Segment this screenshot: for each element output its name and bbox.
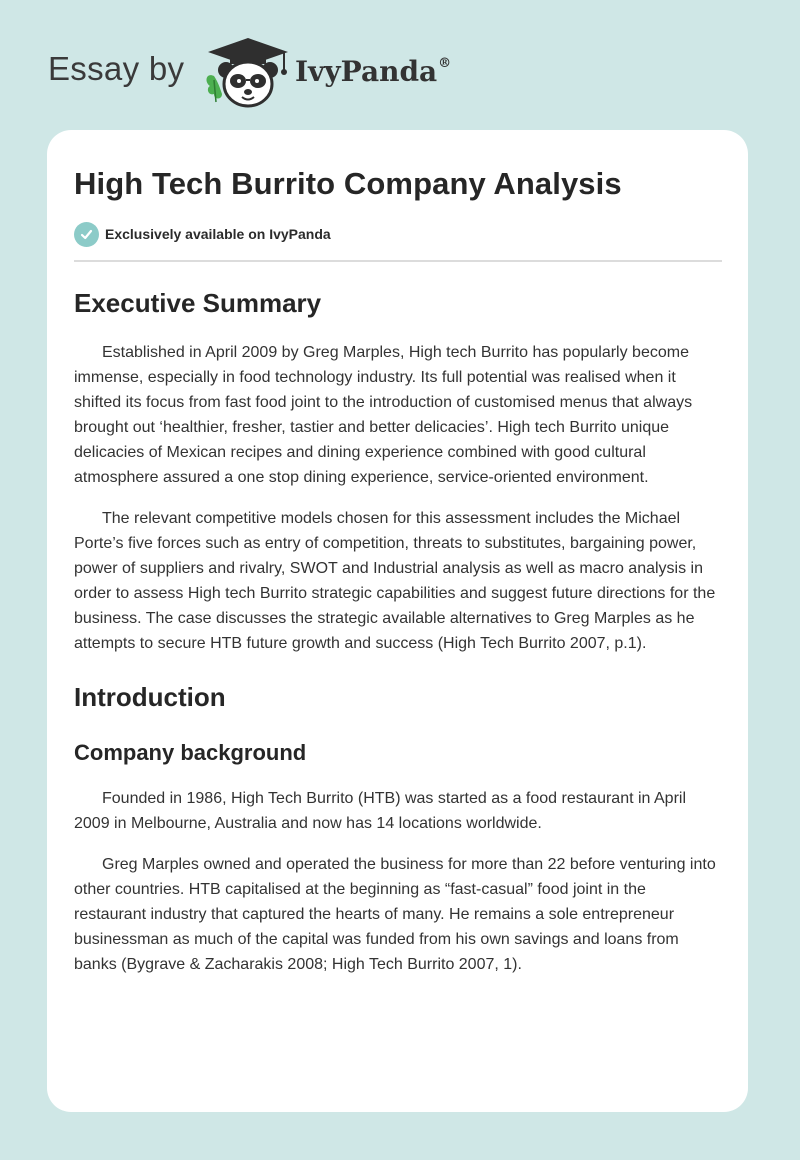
- title-divider: [74, 260, 722, 262]
- registered-mark: ®: [438, 56, 452, 71]
- article-card: [47, 130, 748, 1112]
- exclusive-badge: [74, 221, 722, 247]
- site-header: [0, 0, 800, 130]
- exclusive-badge-text: Exclusively available on IvyPanda: [105, 226, 331, 242]
- brand-name[interactable]: [295, 55, 451, 88]
- brand-text: IvyPanda: [295, 55, 438, 88]
- article-title: High Tech Burrito Company Analysis: [74, 166, 622, 201]
- essay-by-label: Essay by: [48, 50, 185, 87]
- paragraph: Greg Marples owned and operated the business for more than 22 before venturing into other countries. HTB capitalised at the beginning as “fast-casual” food joint in the restaurant industry that captured the hearts of many. He remains a sole entrepreneur businessman as much of the capital was funded from his own savings and loans from banks (Bygrave & Zacharakis 2008; High Tech Burrito 2007, 1).: [74, 856, 716, 973]
- paragraph: Founded in 1986, High Tech Burrito (HTB) was started as a food restaurant in April 2009 in Melbourne, Australia and now has 14 locations worldwide.: [74, 790, 687, 832]
- panda-logo-icon[interactable]: [200, 36, 296, 110]
- subheading-company-background: Company background: [74, 740, 307, 765]
- check-icon: [74, 222, 99, 247]
- paragraph: Established in April 2009 by Greg Marples, High tech Burrito has popularly become immense, especially in food technology industry. Its full potential was realised when it shifted its focus from fast food joint to the introduction of customised menus that always brought out ‘healthier, fresher, tastier and better delicacies’. High tech Burrito unique delicacies of Mexican recipes and dining experience combined with good cultural atmosphere assured a one stop dining experience, service-oriented environment.: [74, 344, 693, 486]
- paragraph: The relevant competitive models chosen for this assessment includes the Michael Porte’s five forces such as entry of competition, threats to substitutes, bargaining power, power of suppliers and rivalry, SWOT and Industrial analysis as well as macro analysis in order to assess High tech Burrito strategic capabilities and suggest future directions for the business. The case discusses the strategic available alternatives to Greg Marples as he attempts to secure HTB future growth and success (High Tech Burrito 2007, p.1).: [74, 510, 716, 652]
- heading-executive-summary: Executive Summary: [74, 288, 322, 318]
- heading-introduction: Introduction: [74, 682, 226, 712]
